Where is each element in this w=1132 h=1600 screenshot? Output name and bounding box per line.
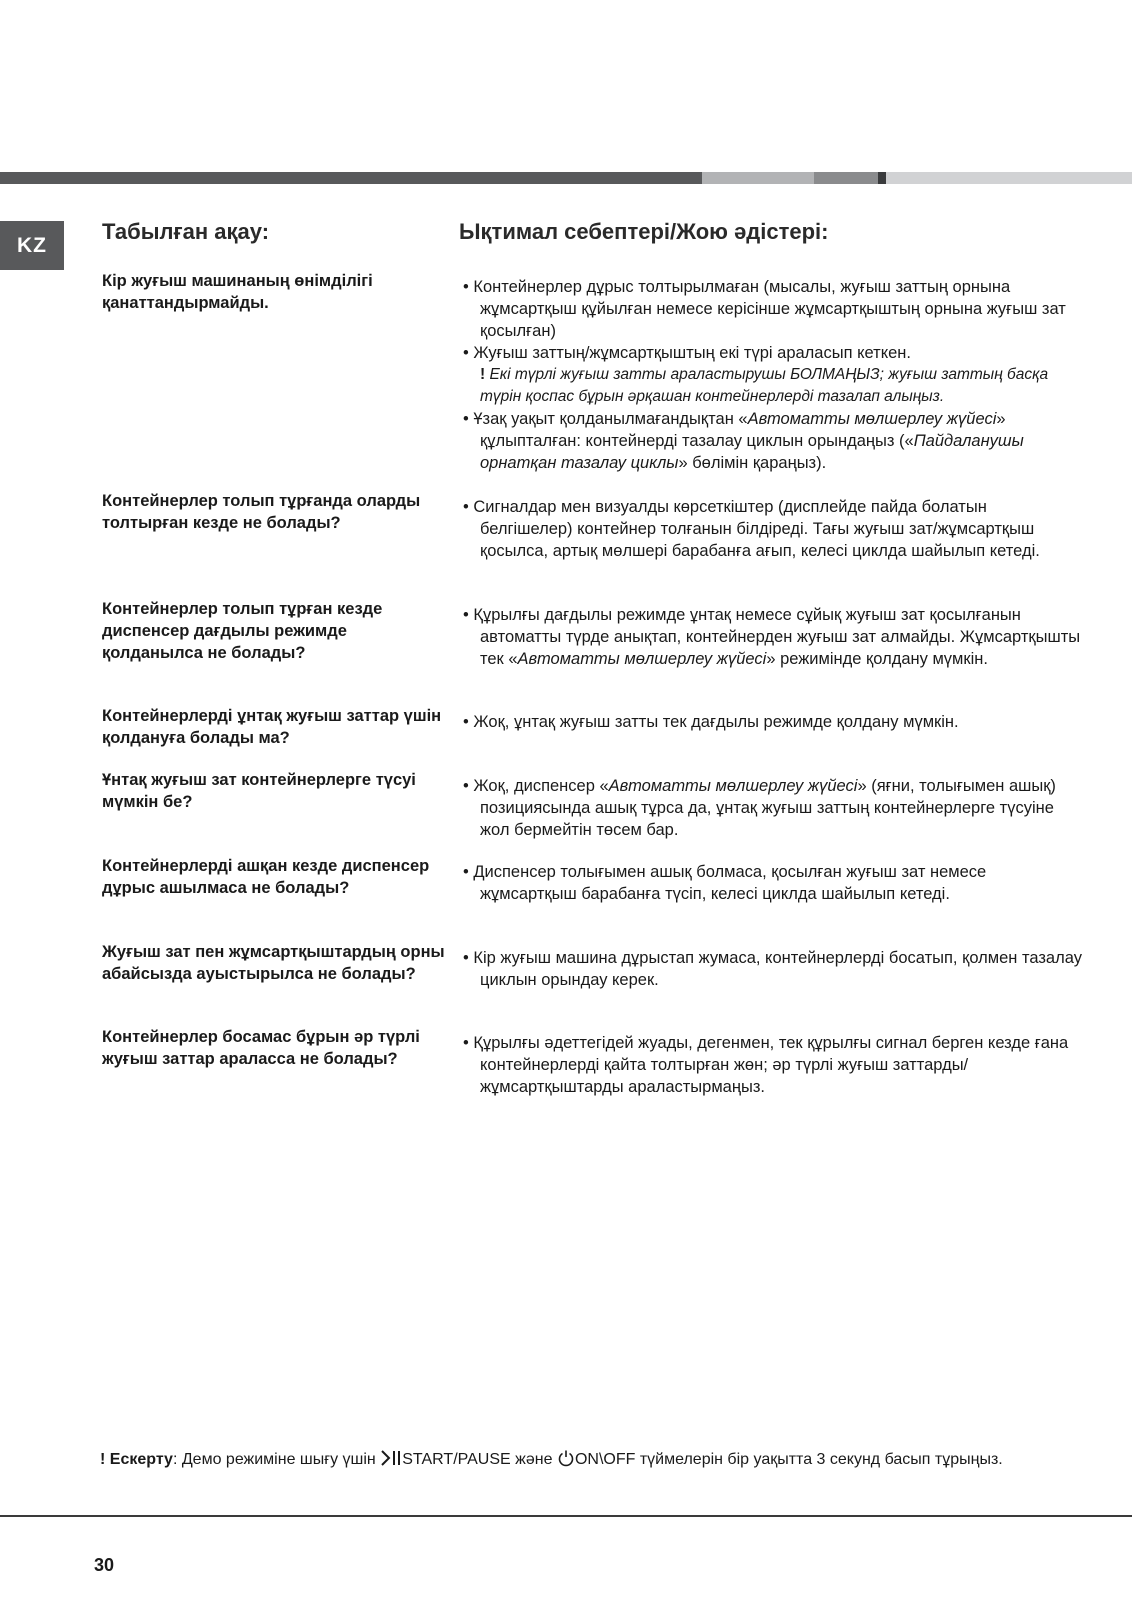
answer-2 <box>463 496 1083 562</box>
column-heading-problem: Табылған ақау: <box>102 219 270 244</box>
note-btn-power: ON\OFF <box>574 1451 636 1468</box>
answer-6 <box>463 861 1083 905</box>
answer-3-bullet <box>463 604 1083 670</box>
bar-segment-light <box>886 172 1132 184</box>
answer-8 <box>463 1032 1083 1098</box>
answer-8-bullet: • Құрылғы әдеттегідей жуады, дегенмен, тек құрылғы сигнал берген кезде ғана контейнерлерді қайта толтырған жөн; әр түрлі жуғыш заттарды/жұмсартқыштарды араластырмаңыз. <box>463 1034 1069 1096</box>
bar-segment-mid <box>702 172 814 184</box>
page-number: 30 <box>94 1555 115 1575</box>
answer-3 <box>463 604 1083 670</box>
answer-5-em: Автоматты мөлшерлеу жүйесі <box>608 777 858 795</box>
answer-1-bullet-3-em1: Автоматты мөлшерлеу жүйесі <box>747 410 997 428</box>
column-heading-causes: Ықтимал себептері/Жою әдістері: <box>459 219 829 244</box>
note-bang: ! <box>100 1451 106 1468</box>
footer-divider <box>0 1515 1132 1517</box>
answer-1-bullet-1: • Контейнерлер дұрыс толтырылмаған (мысалы, жуғыш заттың орнына жұмсартқыш құйылған немесе керісінше жұмсартқыштың орнына жуғыш зат қосылған) <box>463 278 1066 340</box>
question-4: Контейнерлерді ұнтақ жуғыш заттар үшін қолдануға болады ма? <box>102 707 442 747</box>
bar-segment-dark <box>0 172 702 184</box>
answer-1-bullet-3-pre: • Ұзақ уақыт қолданылмағандықтан « <box>463 410 748 428</box>
answer-1-bullet-2: • Жуғыш заттың/жұмсартқыштың екі түрі араласып кеткен. <box>463 344 911 362</box>
answer-5-post: » (яғни, толығымен ашық) позициясында ашық тұрса да, ұнтақ жуғыш заттың контейнерлерге түсуіне жол бермейтін төсем бар. <box>480 777 1056 839</box>
warning-icon: ! <box>480 366 490 383</box>
answer-1-bullet-3-mid: » құлыпталған: контейнерді тазалау циклын орындаңыз (« <box>480 410 1006 450</box>
answer-5-pre: • Жоқ, диспенсер « <box>463 777 609 795</box>
answer-1-bullet-3-post: » бөлімін қараңыз). <box>678 454 827 472</box>
answer-1 <box>463 276 1083 474</box>
bar-segment-accent <box>878 172 886 184</box>
answer-5-bullet <box>463 775 1083 841</box>
warning-text: Екі түрлі жуғыш затты араластырушы БОЛМАҢЫЗ; жуғыш заттың басқа түрін қоспас бұрын әрқашан контейнерлерді тазалап алыңыз. <box>480 366 1049 405</box>
answer-4-bullet: • Жоқ, ұнтақ жуғыш затты тек дағдылы режимде қолдану мүмкін. <box>463 713 959 731</box>
question-5: Ұнтақ жуғыш зат контейнерлерге түсуі мүмкін бе? <box>102 771 416 811</box>
question-1: Кір жуғыш машинаның өнімділігі қанаттандырмайды. <box>102 272 373 312</box>
note-text-3: түймелерін бір уақытта 3 секунд басып тұрыңыз. <box>639 1451 1003 1468</box>
answer-1-warning <box>463 364 1083 408</box>
answer-2-bullet: • Сигналдар мен визуалды көрсеткіштер (дисплейде пайда болатын белгішелер) контейнер толғанын білдіреді. Тағы жуғыш зат/жұмсартқыш қосылса, артық мөлшері барабанға ағып, келесі циклда шайылып кетеді. <box>463 498 1040 560</box>
note-btn-start: START/PAUSE <box>402 1451 511 1468</box>
note-label: Ескерту <box>109 1451 173 1468</box>
answer-7-bullet: • Кір жуғыш машина дұрыстап жумаса, контейнерлерді босатып, қолмен тазалау циклын орындау керек. <box>463 949 1082 989</box>
bar-segment-mid2 <box>814 172 878 184</box>
note-text-1: : Демо режиміне шығу үшін <box>172 1451 376 1468</box>
answer-4 <box>463 711 1083 733</box>
answer-3-pre: • Құрылғы дағдылы режимде ұнтақ немесе сұйық жуғыш зат қосылғанын автоматты түрде анықтап, контейнерден жуғыш зат алмайды. Жұмсартқышты тек « <box>463 606 1081 668</box>
question-8: Контейнерлер босамас бұрын әр түрлі жуғыш заттар араласса не болады? <box>102 1028 420 1068</box>
start-pause-icon <box>380 1449 402 1472</box>
answer-5 <box>463 775 1083 841</box>
answer-3-em: Автоматты мөлшерлеу жүйесі <box>517 650 767 668</box>
answer-1-bullet-3-em2: Пайдаланушы орнатқан тазалау циклы <box>480 432 1024 472</box>
note-text-2: және <box>515 1451 553 1468</box>
answer-6-bullet: • Диспенсер толығымен ашық болмаса, қосылған жуғыш зат немесе жұмсартқыш барабанға түсіп, келесі циклда шайылып кетеді. <box>463 863 987 903</box>
language-tab: KZ <box>0 221 64 270</box>
answer-1-bullet-3 <box>463 408 1083 474</box>
answer-3-post: » режимінде қолдану мүмкін. <box>766 650 988 668</box>
footer-note <box>100 1449 1003 1472</box>
question-2: Контейнерлер толып тұрғанда оларды толтырған кезде не болады? <box>102 492 421 532</box>
power-icon <box>557 1449 575 1472</box>
top-color-bar <box>0 172 1132 184</box>
question-6: Контейнерлерді ашқан кезде диспенсер дұрыс ашылмаса не болады? <box>102 857 430 897</box>
question-7: Жуғыш зат пен жұмсартқыштардың орны абайсызда ауыстырылса не болады? <box>102 943 445 983</box>
question-3: Контейнерлер толып тұрған кезде диспенсер дағдылы режимде қолданылса не болады? <box>102 600 383 662</box>
answer-7 <box>463 947 1083 991</box>
